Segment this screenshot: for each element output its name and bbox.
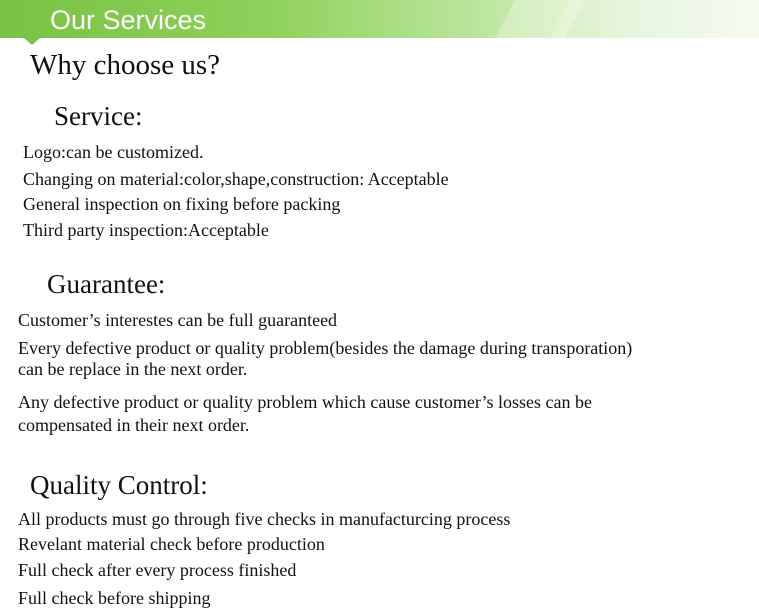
- services-banner: [0, 0, 759, 38]
- service-line: Changing on material:color,shape,construction: Acceptable: [23, 169, 449, 189]
- page-heading: Why choose us?: [30, 49, 221, 81]
- quality-control-line: Full check before shipping: [18, 588, 211, 608]
- guarantee-line: Customer’s interestes can be full guaranteed: [18, 310, 338, 330]
- service-line: Third party inspection:Acceptable: [23, 220, 269, 240]
- quality-control-section-title: Quality Control:: [30, 470, 208, 500]
- service-section-title: Service:: [54, 101, 143, 131]
- guarantee-line: Every defective product or quality problem(besides the damage during transporation): [18, 338, 633, 358]
- banner-title: Our Services: [50, 5, 207, 35]
- quality-control-line: Revelant material check before production: [18, 534, 325, 554]
- quality-control-line: All products must go through five checks in manufacturcing process: [18, 509, 511, 529]
- service-line: Logo:can be customized.: [23, 142, 204, 162]
- guarantee-section-title: Guarantee:: [47, 269, 166, 299]
- guarantee-line: can be replace in the next order.: [18, 359, 248, 379]
- banner-decor-stripe: [550, 0, 759, 38]
- banner-pointer: [24, 38, 40, 45]
- quality-control-line: Full check after every process finished: [18, 560, 297, 580]
- guarantee-line: Any defective product or quality problem which cause customer’s losses can be: [18, 392, 592, 412]
- service-line: General inspection on fixing before packing: [23, 194, 341, 214]
- guarantee-line: compensated in their next order.: [18, 415, 250, 435]
